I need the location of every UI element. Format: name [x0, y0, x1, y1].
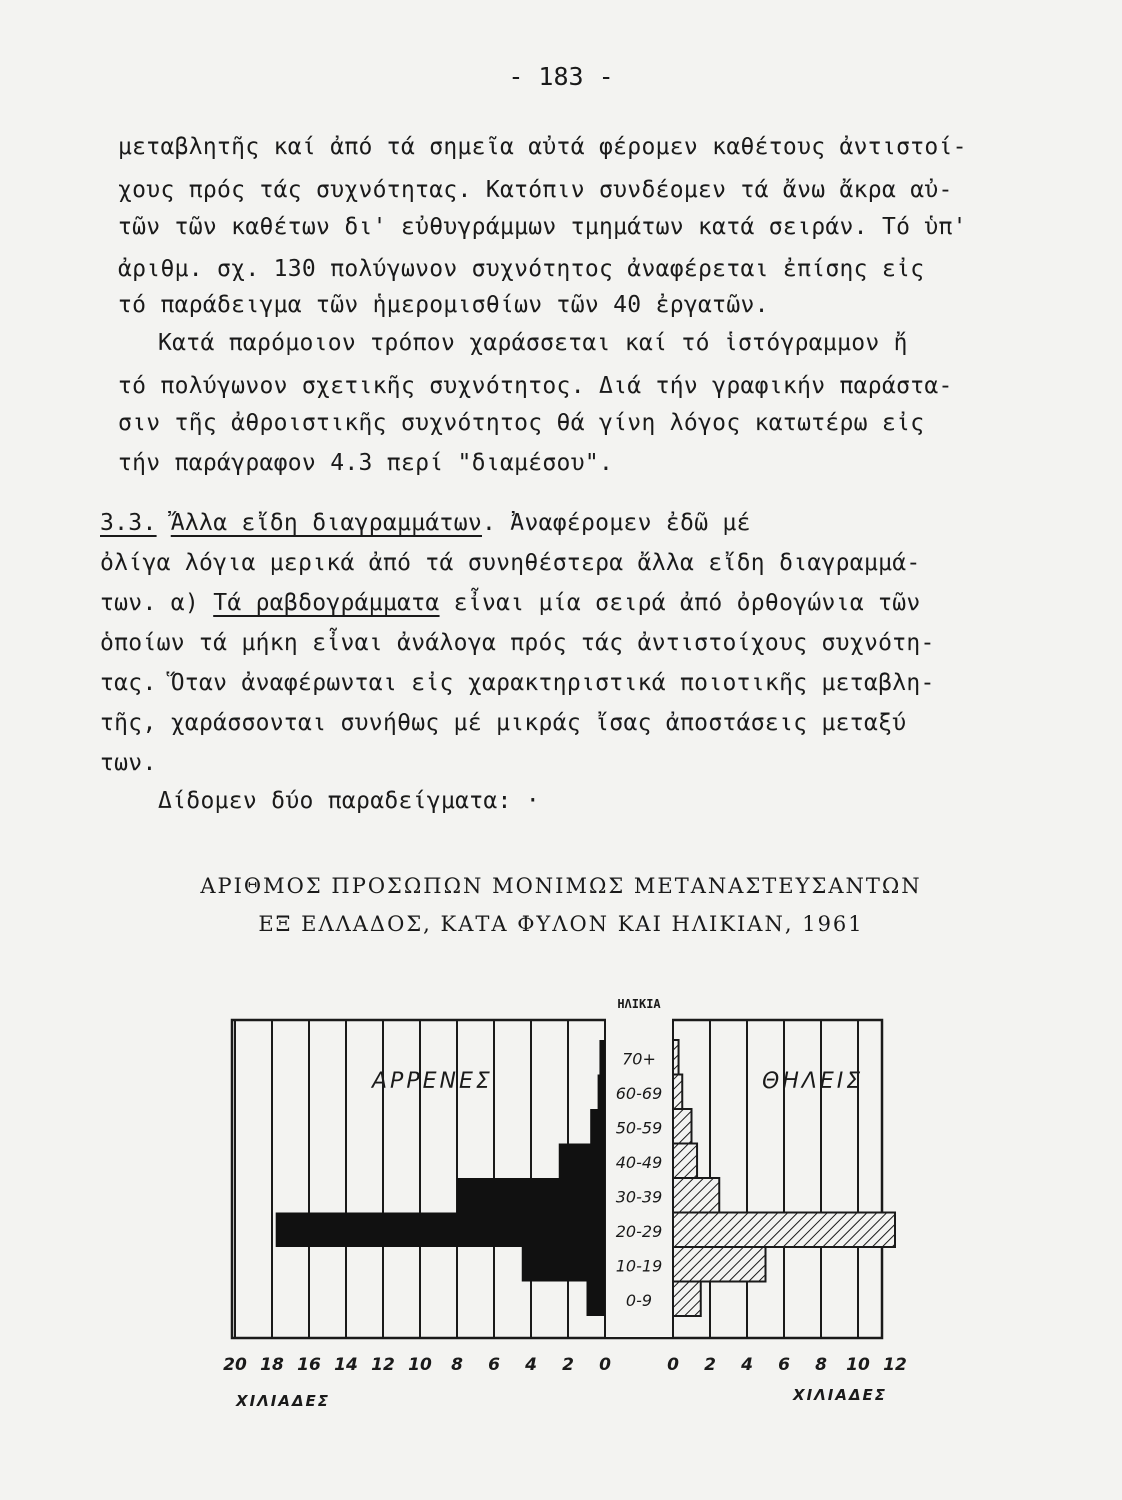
x-axis-label-right: ΧΙΛΙΑΔΕΣ — [793, 1386, 888, 1404]
x-axis-label-left: ΧΙΛΙΑΔΕΣ — [236, 1392, 331, 1410]
text-line: τῆς, χαράσσονται συνήθως μέ μικράς ἴσας ἀποστάσεις μεταξύ — [100, 710, 907, 736]
age-label: 60-69 — [615, 1083, 663, 1103]
tick-label-left: 10 — [408, 1355, 432, 1375]
bar-male — [559, 1144, 605, 1179]
bar-female — [673, 1144, 697, 1179]
bar-female — [673, 1178, 719, 1213]
bar-female — [673, 1282, 701, 1317]
tick-label-right: 2 — [704, 1355, 716, 1375]
text-line: Κατά παρόμοιον τρόπον χαράσσεται καί τό ἱστόγραμμον ἤ — [158, 330, 908, 356]
bar-male — [587, 1282, 606, 1317]
tick-label-right: 12 — [883, 1355, 907, 1375]
text-line: ὁποίων τά μήκη εἶναι ἀνάλογα πρός τάς ἀντιστοίχους συχνότη- — [100, 630, 935, 656]
tick-label-right: 6 — [778, 1355, 790, 1375]
age-label: 30-39 — [615, 1187, 663, 1207]
tick-label-right: 10 — [846, 1355, 870, 1375]
section-heading: Ἄλλα εἴδη διαγραμμάτων — [170, 510, 482, 536]
page-number: - 183 - — [508, 62, 614, 91]
bar-female — [673, 1213, 895, 1248]
text-line — [100, 590, 921, 616]
tick-label-left: 18 — [260, 1355, 284, 1375]
text-line: τό πολύγωνον σχετικῆς συχνότητος. Διά τήν γραφικήν παράστα- — [118, 373, 953, 399]
text-line: μεταβλητῆς καί ἀπό τά σημεῖα αὐτά φέρομεν καθέτους ἀντιστοί- — [118, 134, 967, 160]
bar-female — [673, 1040, 679, 1075]
age-label: 50-59 — [615, 1118, 663, 1138]
text-line: τήν παράγραφον 4.3 περί "διαμέσου". — [118, 450, 614, 476]
bar-male — [522, 1247, 605, 1282]
tick-label-left: 2 — [562, 1355, 574, 1375]
term-bar-charts: Τά ραβδογράμματα — [213, 590, 440, 616]
bar-female — [673, 1075, 682, 1110]
text-line: τας. Ὅταν ἀναφέρωνται εἰς χαρακτηριστικά ποιοτικῆς μεταβλη- — [100, 670, 935, 696]
tick-label-left: 12 — [371, 1355, 395, 1375]
tick-label-left: 16 — [297, 1355, 321, 1375]
age-label: 40-49 — [615, 1152, 663, 1172]
text-line: Δίδομεν δύο παραδείγματα: · — [158, 788, 540, 814]
tick-label-right: 0 — [667, 1355, 679, 1375]
tick-label-left: 0 — [599, 1355, 611, 1375]
section-number: 3.3. — [100, 510, 157, 536]
bar-male — [276, 1213, 605, 1248]
text-line: τό παράδειγμα τῶν ἡμερομισθίων τῶν 40 ἐργατῶν. — [118, 292, 769, 318]
tick-label-left: 14 — [334, 1355, 358, 1375]
tick-label-left: 6 — [488, 1355, 500, 1375]
bar-female — [673, 1109, 692, 1144]
series-label-male: ΑΡΡΕΝΕΣ — [372, 1069, 493, 1094]
text-fragment: των. α) — [100, 590, 214, 616]
section-heading-line — [100, 510, 751, 536]
age-label: 20-29 — [615, 1221, 663, 1241]
age-label: 0-9 — [625, 1290, 653, 1310]
series-label-female: ΘΗΛΕΙΣ — [762, 1069, 864, 1094]
age-axis-title: ΗΛΙΚΙΑ — [617, 997, 661, 1011]
bar-male — [590, 1109, 605, 1144]
tick-label-right: 4 — [741, 1355, 753, 1375]
section-heading-rest: . Ἀναφέρομεν ἐδῶ μέ — [482, 510, 751, 536]
bar-male — [599, 1040, 605, 1075]
tick-label-left: 20 — [223, 1355, 247, 1375]
bar-female — [673, 1247, 766, 1282]
tick-label-left: 4 — [525, 1355, 537, 1375]
age-label: 70+ — [622, 1049, 656, 1069]
bar-male — [598, 1075, 605, 1110]
population-pyramid-chart — [0, 990, 1122, 1410]
chart-title: ΑΡΙΘΜΟΣ ΠΡΟΣΩΠΩΝ ΜΟΝΙΜΩΣ ΜΕΤΑΝΑΣΤΕΥΣΑΝΤΩΝ — [200, 874, 922, 898]
age-label: 10-19 — [615, 1256, 663, 1276]
chart-subtitle: ΕΞ ΕΛΛΑΔΟΣ, ΚΑΤΑ ΦΥΛΟΝ ΚΑΙ ΗΛΙΚΙΑΝ, 1961 — [258, 912, 864, 936]
text-line: τῶν τῶν καθέτων δι' εὐθυγράμμων τμημάτων κατά σειράν. Τό ὑπ' — [118, 214, 967, 240]
text-line: των. — [100, 750, 157, 776]
text-fragment: εἶναι μία σειρά ἀπό ὀρθογώνια τῶν — [439, 590, 921, 616]
tick-label-left: 8 — [451, 1355, 463, 1375]
text-line: ἀριθμ. σχ. 130 πολύγωνον συχνότητος ἀναφέρεται ἐπίσης εἰς — [118, 256, 925, 282]
tick-label-right: 8 — [815, 1355, 827, 1375]
text-line: ὀλίγα λόγια μερικά ἀπό τά συνηθέστερα ἄλλα εἴδη διαγραμμά- — [100, 550, 921, 576]
bar-male — [457, 1178, 605, 1213]
text-line: χους πρός τάς συχνότητας. Κατόπιν συνδέομεν τά ἄνω ἄκρα αὐ- — [118, 177, 953, 203]
text-line: σιν τῆς ἀθροιστικῆς συχνότητος θά γίνη λόγος κατωτέρω εἰς — [118, 410, 925, 436]
